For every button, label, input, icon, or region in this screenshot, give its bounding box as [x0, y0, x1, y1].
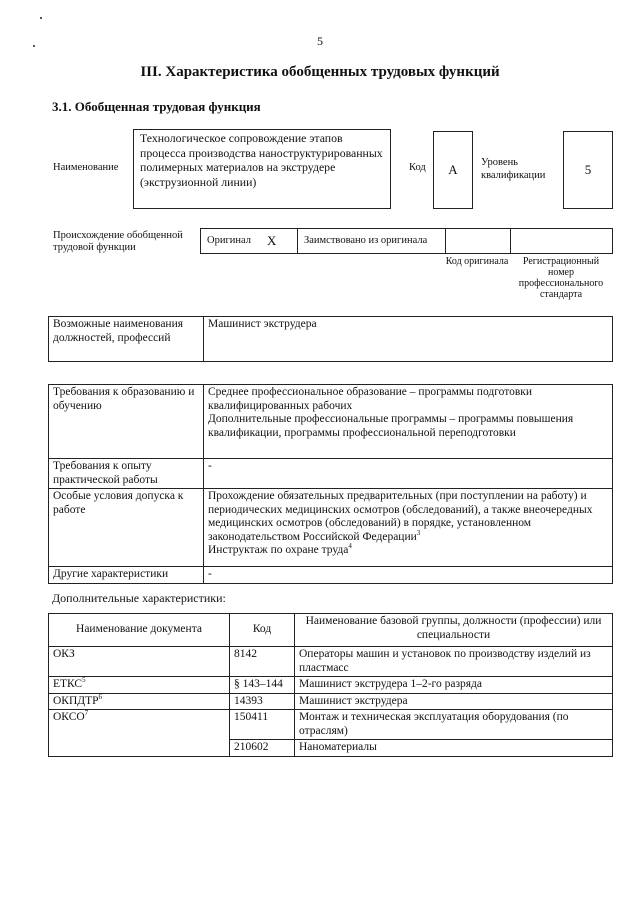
name-cell: Машинист экструдера 1–2-го разряда [295, 677, 613, 694]
borrowed-label: Заимствовано из оригинала [304, 235, 428, 246]
original-mark: Х [267, 233, 277, 248]
doc-cell [49, 647, 230, 677]
divider [510, 229, 511, 253]
code-original-caption: Код оригинала [445, 256, 509, 267]
name-label: Наименование [53, 162, 119, 173]
doc-name: ОКЗ [53, 648, 75, 660]
name-cell: Машинист экструдера [295, 693, 613, 710]
name-cell: Наноматериалы [295, 740, 613, 757]
additional-title: Дополнительные характеристики: [52, 591, 226, 605]
doc-name: ЕТКС [53, 678, 83, 690]
scan-dot [40, 17, 42, 19]
additional-table [48, 613, 613, 757]
footnote-mark: 5 [82, 676, 86, 685]
footnote-mark: 3 [416, 528, 421, 537]
code-cell: 150411 [230, 710, 295, 740]
table-row [49, 710, 613, 740]
code-cell: 210602 [230, 740, 295, 757]
positions-value: Машинист экструдера [204, 317, 613, 362]
divider [445, 229, 446, 253]
name-cell: Монтаж и техническая эксплуатация оборудования (по отраслям) [295, 710, 613, 740]
doc-name: ОКПДТР [53, 694, 99, 707]
doc-cell [49, 693, 230, 710]
admission-label: Особые условия допуска к работе [49, 489, 204, 567]
table-row [49, 693, 613, 710]
education-value: Среднее профессиональное образование – программы подготовки квалифицированных рабочих Дополнительные профессиональные программы – программы повышения квалификации, программы профессиональной переподготовки [204, 385, 613, 459]
header-name: Наименование базовой группы, должности (профессии) или специальности [295, 614, 613, 647]
origin-label: Происхождение обобщенной трудовой функции [53, 230, 183, 253]
code-cell: 14393 [230, 693, 295, 710]
experience-value: - [204, 459, 613, 489]
level-label: Уровень квалификации [481, 157, 546, 181]
doc-cell [49, 710, 230, 757]
admission-text-2: Инструктаж по охране труда [208, 544, 349, 556]
section-title: III. Характеристика обобщенных трудовых функций [140, 64, 500, 80]
page-number: 5 [317, 34, 323, 48]
code-cell: § 143–144 [230, 677, 295, 694]
admission-value [204, 489, 613, 567]
code-label: Код [409, 162, 426, 173]
positions-label: Возможные наименования должностей, профессий [49, 317, 204, 362]
footnote-mark: 7 [84, 709, 89, 718]
name-cell: Операторы машин и установок по производству изделий из пластмасс [295, 647, 613, 677]
header-code: Код [230, 614, 295, 647]
other-label: Другие характеристики [49, 567, 204, 584]
table-row [49, 647, 613, 677]
header-document: Наименование документа [49, 614, 230, 647]
education-label: Требования к образованию и обучению [49, 385, 204, 459]
origin-box [200, 228, 613, 254]
code-cell: 8142 [230, 647, 295, 677]
divider [297, 229, 298, 253]
experience-label: Требования к опыту практической работы [49, 459, 204, 489]
level-value-box: 5 [563, 131, 613, 209]
other-value: - [204, 567, 613, 584]
requirements-table [48, 384, 613, 584]
doc-cell [49, 677, 230, 694]
positions-table [48, 316, 613, 362]
function-name-box: Технологическое сопровождение этапов процесса производства наноструктурированных полимерных материалов на экструдере (экструзионной линии) [133, 129, 391, 209]
table-row [49, 677, 613, 694]
doc-name: ОКСО [53, 711, 85, 723]
admission-text: Прохождение обязательных предварительных (при поступлении на работу) и периодических медицинских осмотров (обследований), а также внеочередных медицинских осмотров (обследований) в порядке, установленном законодательством Российской Федерации [208, 490, 593, 543]
reg-number-caption: Регистрационный номер профессионального стандарта [518, 256, 604, 300]
subsection-title: 3.1. Обобщенная трудовая функция [52, 99, 261, 114]
original-label: Оригинал [207, 235, 251, 246]
code-value-box: А [433, 131, 473, 209]
footnote-mark: 4 [348, 542, 352, 551]
footnote-mark: 6 [98, 692, 103, 701]
